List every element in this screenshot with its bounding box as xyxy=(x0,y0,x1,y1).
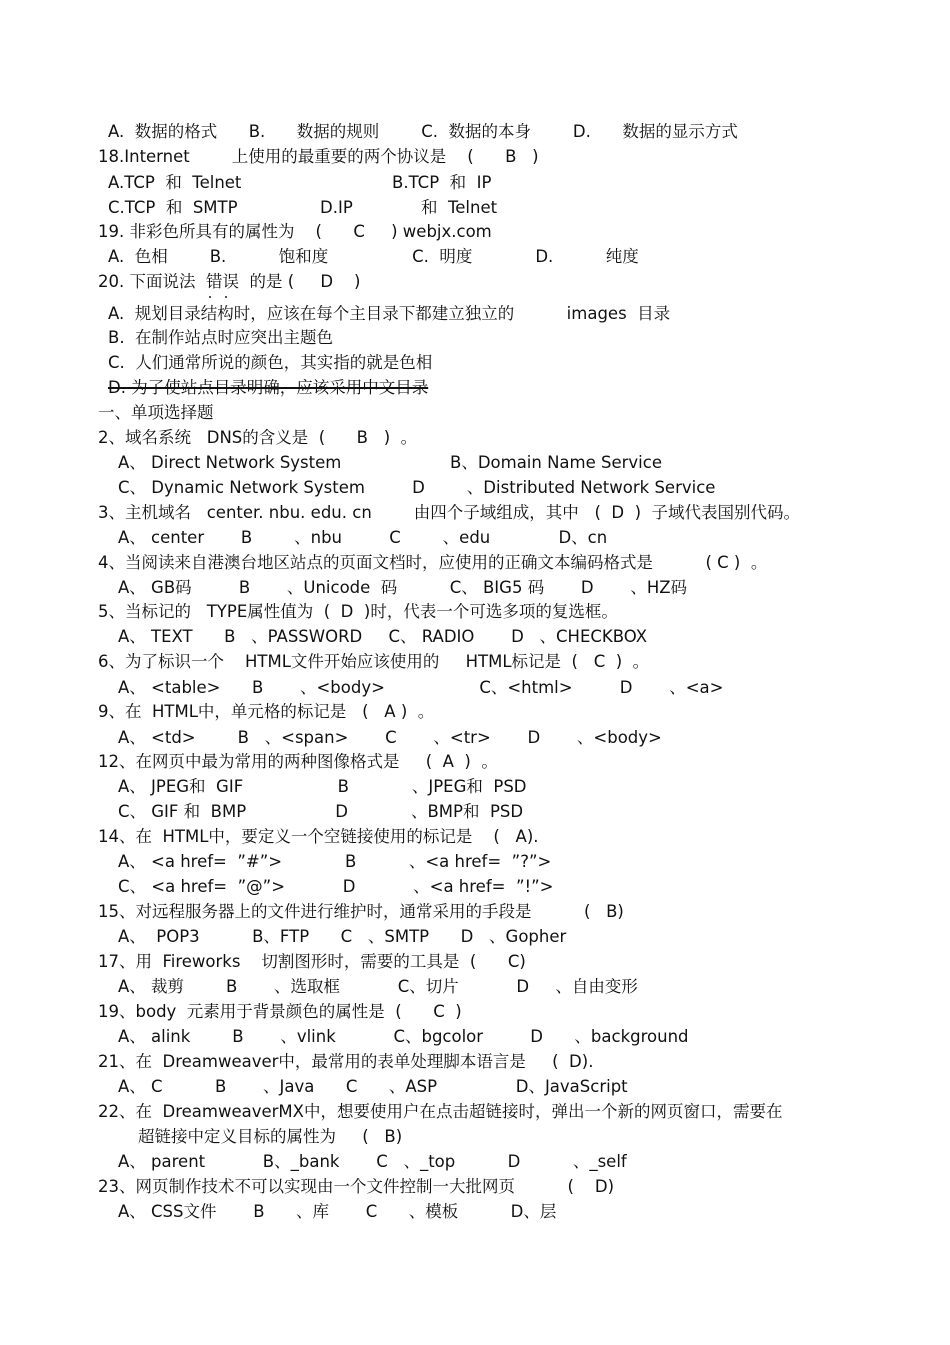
text-line: D. 为了使站点目录明确，应该采用中文目录 xyxy=(108,378,429,397)
text-line: 20. 下面说法 错误 的是 ( D ) xyxy=(98,272,361,291)
text-line: A、 parent B、_bank C 、_top D 、_self xyxy=(118,1152,627,1171)
text-line: B.TCP 和 IP xyxy=(392,173,492,192)
text-line: 一、单项选择题 xyxy=(98,403,214,422)
text-line: C.TCP 和 SMTP xyxy=(108,198,238,217)
text-line: A、 <table> B 、<body> C、<html> D 、<a> xyxy=(118,678,724,697)
text-line: A、 POP3 B、FTP C 、SMTP D 、Gopher xyxy=(118,927,567,946)
text-line: 6、为了标识一个 HTML文件开始应该使用的 HTML标记是 ( C ) 。 xyxy=(98,652,650,671)
text-line: C、 GIF 和 BMP D 、BMP和 PSD xyxy=(118,802,524,821)
text-line: A.TCP 和 Telnet xyxy=(108,173,242,192)
text-line: 18.Internet 上使用的最重要的两个协议是 ( B ) xyxy=(98,147,539,166)
text-line: 9、在 HTML中，单元格的标记是 ( A ) 。 xyxy=(98,702,435,721)
text-line: A、 GB码 B 、Unicode 码 C、 BIG5 码 D 、HZ码 xyxy=(118,578,688,597)
text-line: 2、域名系统 DNS的含义是 ( B ) 。 xyxy=(98,428,418,447)
text-line: 21、在 Dreamweaver中，最常用的表单处理脚本语言是 ( D). xyxy=(98,1052,594,1071)
text-line: A、 <td> B 、<span> C 、<tr> D 、<body> xyxy=(118,728,662,747)
text-line: B. 在制作站点时应突出主题色 xyxy=(108,328,334,347)
text-line: C. 人们通常所说的颜色，其实指的就是色相 xyxy=(108,353,433,372)
text-line: A、 <a href= ”#”> B 、<a href= ”?”> xyxy=(118,852,552,871)
text-line: A、 CSS文件 B 、库 C 、模板 D、层 xyxy=(118,1202,557,1221)
text-line: 和 Telnet xyxy=(421,198,498,217)
text-line: 5、当标记的 TYPE属性值为 ( D )时，代表一个可选多项的复选框。 xyxy=(98,602,618,621)
text-line: 22、在 DreamweaverMX中，想要使用户在点击超链接时，弹出一个新的网页窗口，需要在 xyxy=(98,1102,783,1121)
text-line: A、 C B 、Java C 、ASP D、JavaScript xyxy=(118,1077,628,1096)
text-line: A. 数据的格式 B. 数据的规则 C. 数据的本身 D. 数据的显示方式 xyxy=(108,122,738,141)
text-line: A、 center B 、nbu C 、edu D、cn xyxy=(118,528,608,547)
text-line: 14、在 HTML中，要定义一个空链接使用的标记是 ( A). xyxy=(98,827,539,846)
emphasis-dots xyxy=(205,296,245,300)
text-line: D.IP xyxy=(320,198,353,217)
text-line: A、 Direct Network System xyxy=(118,453,342,472)
text-line: C、 Dynamic Network System D 、Distributed Network Service xyxy=(118,478,716,497)
text-line: 3、主机域名 center. nbu. edu. cn 由四个子域组成，其中 ( D ) 子域代表国别代码。 xyxy=(98,503,801,522)
text-line: 4、当阅读来自港澳台地区站点的页面文档时，应使用的正确文本编码格式是 ( C ) 。 xyxy=(98,553,768,572)
text-line: B、Domain Name Service xyxy=(450,453,662,472)
text-line: 15、对远程服务器上的文件进行维护时，通常采用的手段是 ( B) xyxy=(98,902,624,921)
text-line: A. 色相 B. 饱和度 C. 明度 D. 纯度 xyxy=(108,247,639,266)
text-line: A、 alink B 、vlink C、bgcolor D 、background xyxy=(118,1027,689,1046)
text-line: 17、用 Fireworks 切割图形时，需要的工具是 ( C) xyxy=(98,952,526,971)
text-line: 23、网页制作技术不可以实现由一个文件控制一大批网页 ( D) xyxy=(98,1177,615,1196)
text-line: 超链接中定义目标的属性为 ( B) xyxy=(138,1127,403,1146)
text-line: A、 裁剪 B 、选取框 C、切片 D 、自由变形 xyxy=(118,977,638,996)
text-line: A、 TEXT B 、PASSWORD C、 RADIO D 、CHECKBOX xyxy=(118,627,647,646)
text-line: 12、在网页中最为常用的两种图像格式是 ( A ) 。 xyxy=(98,752,498,771)
text-line: A、 JPEG和 GIF B 、JPEG和 PSD xyxy=(118,777,527,796)
text-line: A. 规划目录结构时，应该在每个主目录下都建立独立的 images 目录 xyxy=(108,304,671,323)
text-line: 19. 非彩色所具有的属性为 ( C ) webjx.com xyxy=(98,222,492,241)
text-line: C、 <a href= ”@”> D 、<a href= ”!”> xyxy=(118,877,554,896)
text-line: 19、body 元素用于背景颜色的属性是 ( C ) xyxy=(98,1002,462,1021)
